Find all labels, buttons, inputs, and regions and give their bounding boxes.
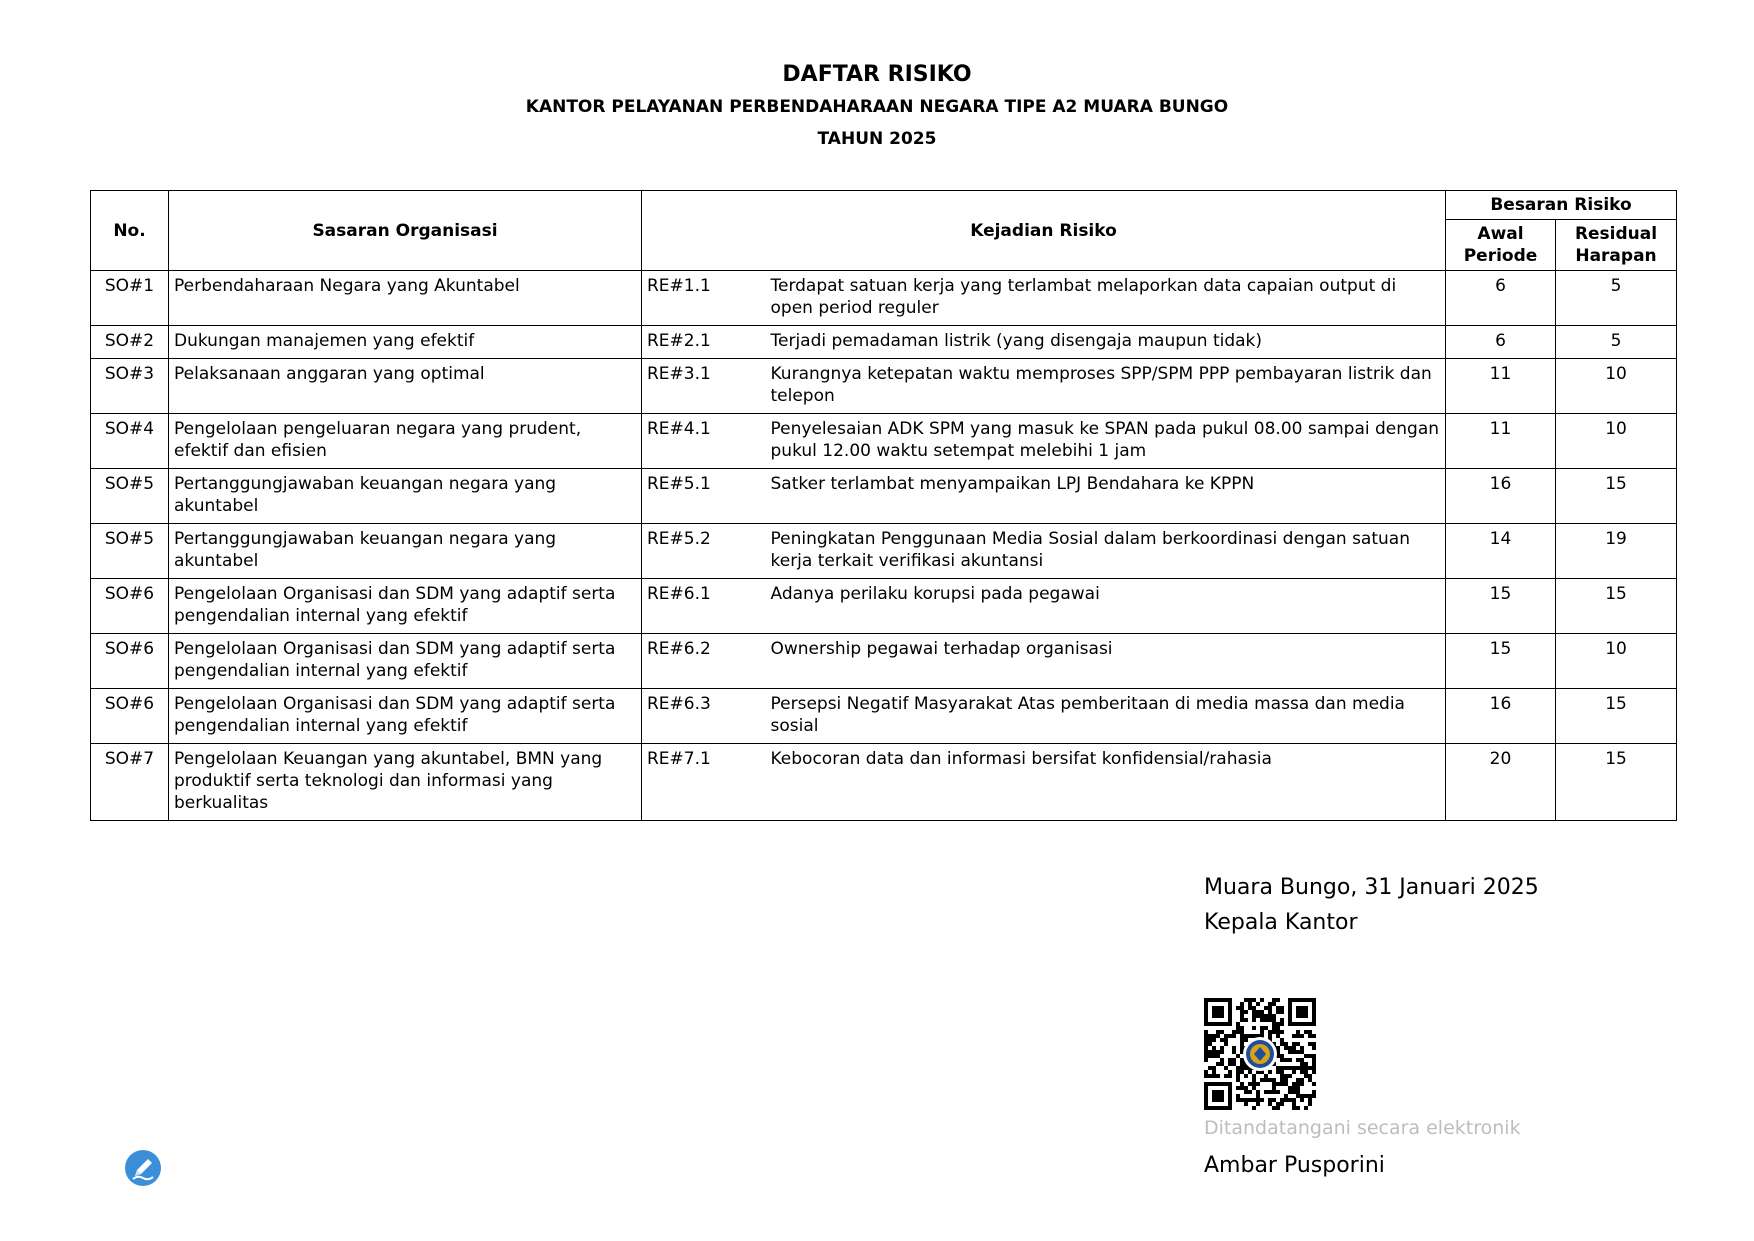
cell-sasaran: Pertanggungjawaban keuangan negara yang akuntabel	[169, 469, 642, 524]
header-sasaran: Sasaran Organisasi	[169, 191, 642, 271]
signature-role: Kepala Kantor	[1204, 910, 1358, 935]
cell-residual: 19	[1556, 524, 1677, 579]
cell-sasaran: Pengelolaan Organisasi dan SDM yang adaptif serta pengendalian internal yang efektif	[169, 579, 642, 634]
cell-kejadian: Kurangnya ketepatan waktu memproses SPP/SPM PPP pembayaran listrik dan telepon	[766, 359, 1446, 414]
cell-kejadian: Persepsi Negatif Masyarakat Atas pemberitaan di media massa dan media sosial	[766, 689, 1446, 744]
cell-awal: 6	[1446, 271, 1556, 326]
cell-kejadian: Penyelesaian ADK SPM yang masuk ke SPAN pada pukul 08.00 sampai dengan pukul 12.00 waktu setempat melebihi 1 jam	[766, 414, 1446, 469]
cell-no: SO#6	[91, 579, 169, 634]
cell-awal: 14	[1446, 524, 1556, 579]
cell-awal: 11	[1446, 359, 1556, 414]
cell-kode: RE#2.1	[642, 326, 766, 359]
cell-sasaran: Dukungan manajemen yang efektif	[169, 326, 642, 359]
header-residual: Residual Harapan	[1556, 220, 1677, 271]
cell-sasaran: Pengelolaan pengeluaran negara yang prudent, efektif dan efisien	[169, 414, 642, 469]
table-row	[91, 359, 1677, 414]
cell-kode: RE#5.1	[642, 469, 766, 524]
cell-awal: 16	[1446, 689, 1556, 744]
qr-code-icon	[1204, 998, 1316, 1110]
cell-sasaran: Pertanggungjawaban keuangan negara yang akuntabel	[169, 524, 642, 579]
cell-kode: RE#1.1	[642, 271, 766, 326]
cell-no: SO#6	[91, 689, 169, 744]
cell-kode: RE#4.1	[642, 414, 766, 469]
cell-sasaran: Pengelolaan Keuangan yang akuntabel, BMN yang produktif serta teknologi dan informasi yang berkualitas	[169, 744, 642, 821]
document-year: TAHUN 2025	[817, 129, 937, 149]
cell-kejadian: Peningkatan Penggunaan Media Sosial dalam berkoordinasi dengan satuan kerja terkait verifikasi akuntansi	[766, 524, 1446, 579]
table-row	[91, 689, 1677, 744]
table-row	[91, 744, 1677, 821]
cell-no: SO#7	[91, 744, 169, 821]
cell-residual: 15	[1556, 744, 1677, 821]
cell-kode: RE#6.1	[642, 579, 766, 634]
cell-residual: 10	[1556, 359, 1677, 414]
risk-table-body	[91, 271, 1677, 821]
cell-no: SO#5	[91, 469, 169, 524]
cell-kode: RE#6.3	[642, 689, 766, 744]
table-row	[91, 524, 1677, 579]
signature-place-date: Muara Bungo, 31 Januari 2025	[1204, 875, 1539, 900]
table-row	[91, 271, 1677, 326]
cell-residual: 15	[1556, 579, 1677, 634]
cell-kejadian: Kebocoran data dan informasi bersifat konfidensial/rahasia	[766, 744, 1446, 821]
cell-no: SO#3	[91, 359, 169, 414]
cell-awal: 6	[1446, 326, 1556, 359]
pen-sign-icon	[124, 1149, 162, 1187]
cell-residual: 5	[1556, 271, 1677, 326]
cell-residual: 15	[1556, 469, 1677, 524]
cell-residual: 5	[1556, 326, 1677, 359]
cell-awal: 15	[1446, 634, 1556, 689]
table-row	[91, 469, 1677, 524]
office-name: KANTOR PELAYANAN PERBENDAHARAAN NEGARA TIPE A2 MUARA BUNGO	[525, 97, 1229, 117]
cell-residual: 10	[1556, 414, 1677, 469]
cell-residual: 15	[1556, 689, 1677, 744]
cell-residual: 10	[1556, 634, 1677, 689]
table-row	[91, 634, 1677, 689]
table-row	[91, 579, 1677, 634]
cell-kode: RE#6.2	[642, 634, 766, 689]
cell-no: SO#2	[91, 326, 169, 359]
signer-name: Ambar Pusporini	[1204, 1153, 1385, 1178]
header-no: No.	[91, 191, 169, 271]
cell-sasaran: Pengelolaan Organisasi dan SDM yang adaptif serta pengendalian internal yang efektif	[169, 689, 642, 744]
cell-kode: RE#3.1	[642, 359, 766, 414]
cell-no: SO#6	[91, 634, 169, 689]
document-title: DAFTAR RISIKO	[782, 62, 972, 87]
cell-awal: 15	[1446, 579, 1556, 634]
cell-kejadian: Terjadi pemadaman listrik (yang disengaja maupun tidak)	[766, 326, 1446, 359]
cell-no: SO#4	[91, 414, 169, 469]
cell-awal: 16	[1446, 469, 1556, 524]
cell-sasaran: Pengelolaan Organisasi dan SDM yang adaptif serta pengendalian internal yang efektif	[169, 634, 642, 689]
header-besaran: Besaran Risiko	[1446, 191, 1677, 220]
electronic-signature-note: Ditandatangani secara elektronik	[1204, 1117, 1521, 1139]
cell-awal: 20	[1446, 744, 1556, 821]
cell-kejadian: Satker terlambat menyampaikan LPJ Bendahara ke KPPN	[766, 469, 1446, 524]
cell-kode: RE#5.2	[642, 524, 766, 579]
table-row	[91, 326, 1677, 359]
cell-awal: 11	[1446, 414, 1556, 469]
header-awal: Awal Periode	[1446, 220, 1556, 271]
cell-kejadian: Adanya perilaku korupsi pada pegawai	[766, 579, 1446, 634]
cell-sasaran: Pelaksanaan anggaran yang optimal	[169, 359, 642, 414]
risk-table	[90, 190, 1677, 821]
header-kejadian: Kejadian Risiko	[642, 191, 1446, 271]
cell-no: SO#1	[91, 271, 169, 326]
cell-kejadian: Terdapat satuan kerja yang terlambat melaporkan data capaian output di open period reguler	[766, 271, 1446, 326]
table-row	[91, 414, 1677, 469]
cell-no: SO#5	[91, 524, 169, 579]
cell-sasaran: Perbendaharaan Negara yang Akuntabel	[169, 271, 642, 326]
cell-kejadian: Ownership pegawai terhadap organisasi	[766, 634, 1446, 689]
cell-kode: RE#7.1	[642, 744, 766, 821]
